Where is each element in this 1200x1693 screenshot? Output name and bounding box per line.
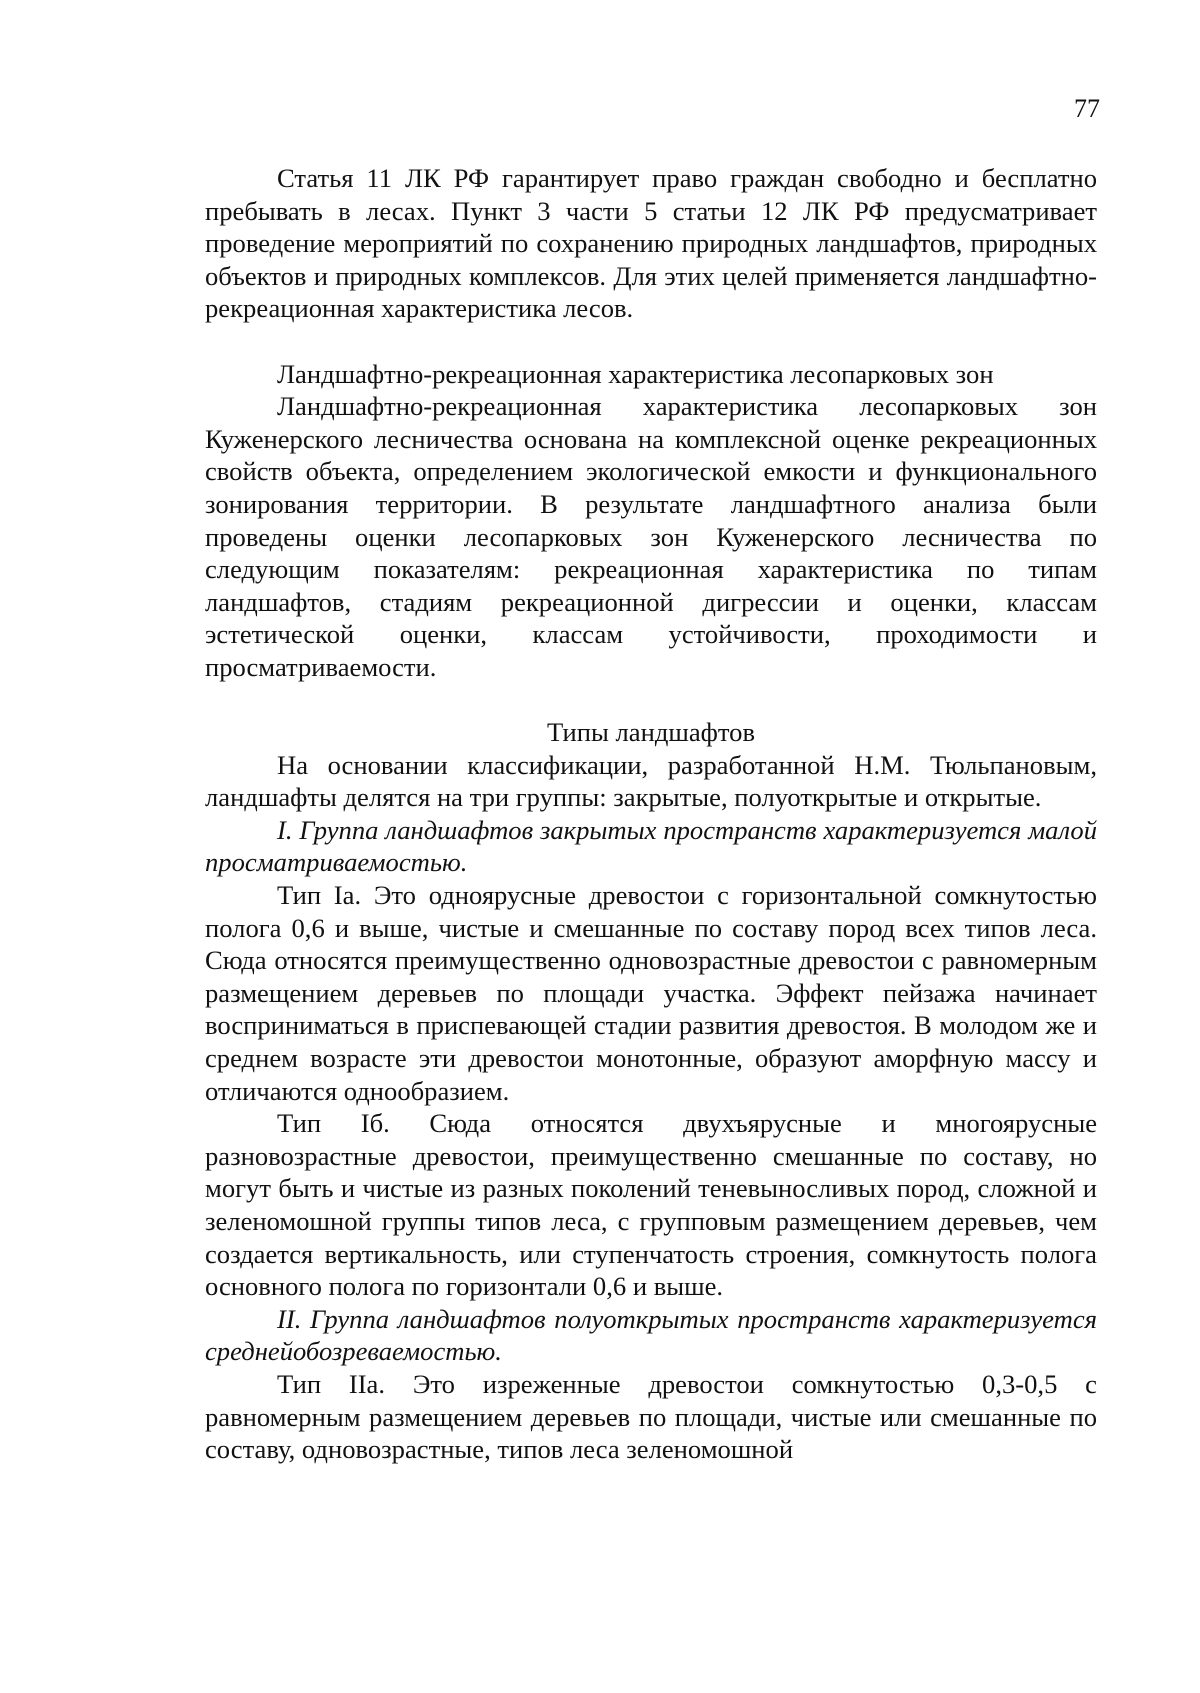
paragraph-group-one: I. Группа ландшафтов закрытых пространств характеризуется малой просматриваемостью. <box>205 814 1097 878</box>
section-heading-landscape-recreational: Ландшафтно-рекреационная характеристика лесопарковых зон <box>277 358 994 389</box>
paragraph-type-2a: Тип IIа. Это изреженные древостои сомкнутостью 0,3-0,5 с равномерным размещением деревьев по площади, чистые или смешанные по составу, одновозрастные, типов леса зеленомошной <box>205 1368 1097 1465</box>
paragraph-section-body: Ландшафтно-рекреационная характеристика лесопарковых зон Куженерского лесничества основана на комплексной оценке рекреационных свойств объекта, определением экологической емкости и функционального зонирования территории. В результате ландшафтного анализа были проведены оценки лесопарковых зон Куженерского лесничества по следующим показателям: рекреационная характеристика по типам ландшафтов, стадиям рекреационной дигрессии и оценки, классам эстетической оценки, классам устойчивости, проходимости и просматриваемости. <box>205 391 1097 682</box>
page-number: 77 <box>1074 94 1100 123</box>
section-heading-landscape-types: Типы ландшафтов <box>546 717 756 748</box>
paragraph-spacer <box>205 684 1097 717</box>
paragraph-type-1b: Тип Iб. Сюда относятся двухъярусные и многоярусные разновозрастные древостои, преимущественно смешанные по составу, но могут быть и чистые из разных поколений теневыносливых пород, сложной и зеленомошной группы типов леса, с групповым размещением деревьев, чем создается вертикальность, или ступенчатость строения, сомкнутость полога основного полога по горизонтали 0,6 и выше. <box>205 1108 1097 1302</box>
paragraph-types-intro: На основании классификации, разработанной Н.М. Тюльпановым, ландшафты делятся на три группы: закрытые, полуоткрытые и открытые. <box>205 749 1097 813</box>
paragraph-spacer <box>205 325 1097 358</box>
paragraph-type-1a: Тип Iа. Это одноярусные древостои с горизонтальной сомкнутостью полога 0,6 и выше, чистые и смешанные по составу пород всех типов леса. Сюда относятся преимущественно одновозрастные древостои с равномерным размещением деревьев по площади участка. Эффект пейзажа начинает восприниматься в приспевающей стадии развития древостоя. В молодом же и среднем возрасте эти древостои монотонные, образуют аморфную массу и отличаются однообразием. <box>205 880 1097 1106</box>
document-body <box>205 162 1097 1466</box>
paragraph-article-intro: Статья 11 ЛК РФ гарантирует право граждан свободно и бесплатно пребывать в лесах. Пункт 3 части 5 статьи 12 ЛК РФ предусматривает проведение мероприятий по сохранению природных ландшафтов, природных объектов и природных комплексов. Для этих целей применяется ландшафтно-рекреационная характеристика лесов. <box>205 163 1097 324</box>
paragraph-group-two: II. Группа ландшафтов полуоткрытых пространств характеризуется среднейобозреваемостью. <box>205 1303 1097 1367</box>
